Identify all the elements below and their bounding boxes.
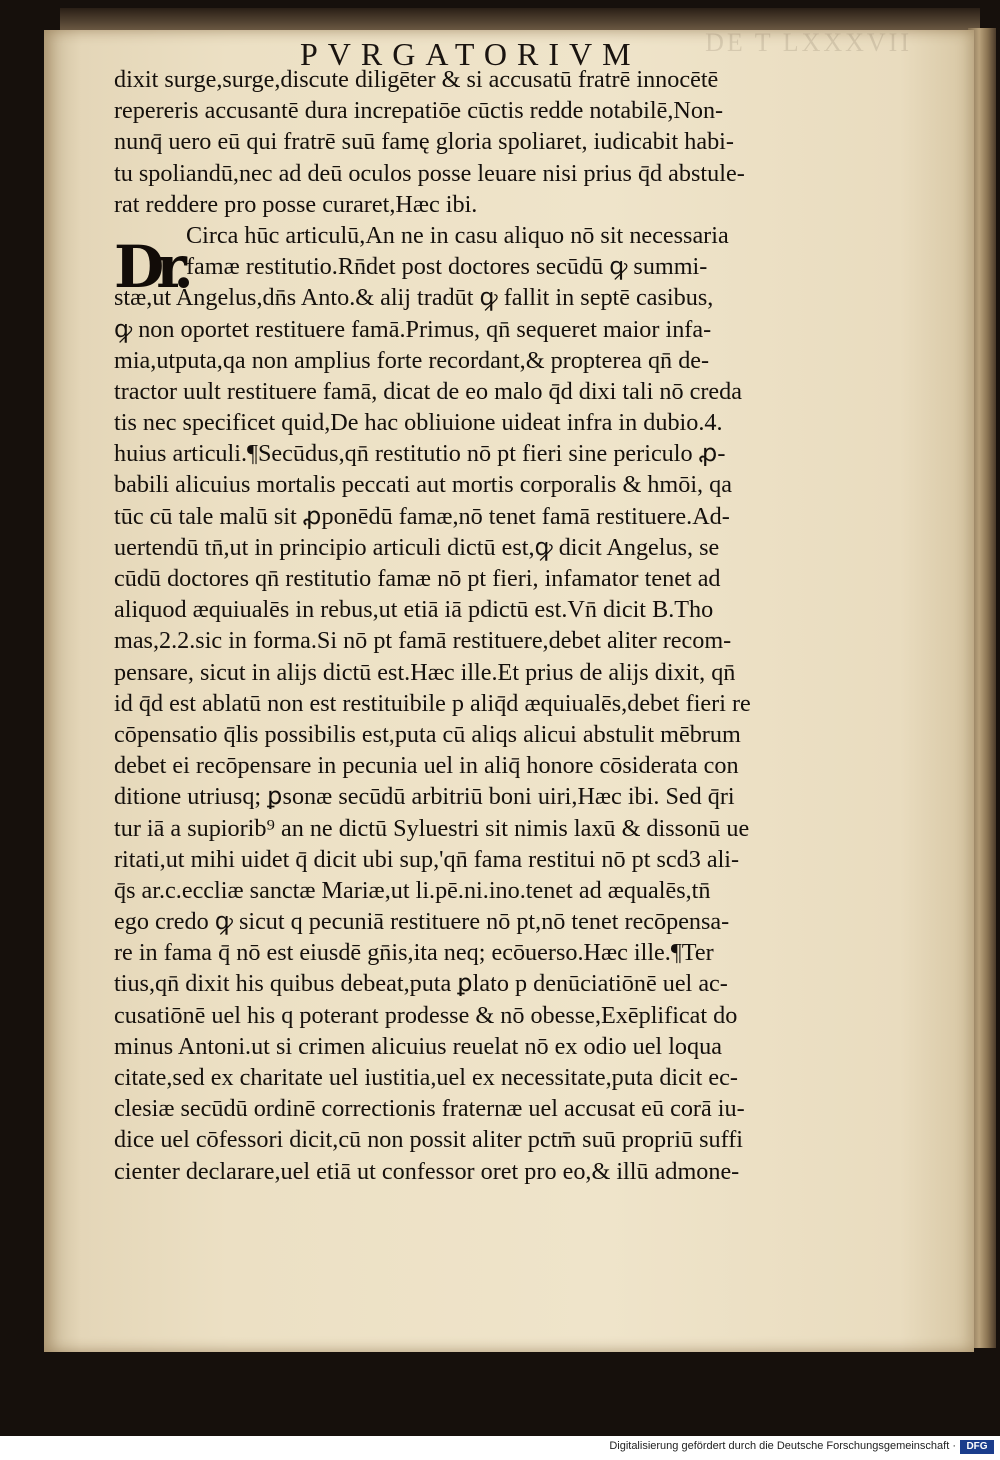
drop-initial: Dr. xyxy=(114,233,186,301)
text-line: debet ei recōpensare in pecunia uel in aliq̄ honore cōsiderata con xyxy=(114,752,739,780)
book-top-edge xyxy=(60,8,980,30)
text-line: q̄s ar.c.eccliæ sanctæ Mariæ,ut li.pē.ni.ino.tenet ad æqualēs,tn̄ xyxy=(114,876,711,904)
text-line: cūdū doctores qn̄ restitutio famæ nō pt fieri, infamator tenet ad xyxy=(114,565,721,592)
text-line: babili alicuius mortalis peccati aut mortis corporalis & hmōi, qa xyxy=(114,471,732,499)
text-line: ditione utriusq; ꝑsonæ secūdū arbitriū boni uiri,Hæc ibi. Sed q̄ri xyxy=(114,783,735,811)
text-line: tur iā a supiorib⁹ an ne dictū Syluestri sit nimis laxū & dissonū ue xyxy=(114,814,750,842)
text-line: tūc cū tale malū sit ꝓponēdū famæ,nō tenet famā restituere.Ad- xyxy=(114,502,730,530)
text-line: mia,utputa,qa non amplius forte recordant,& propterea qn̄ de- xyxy=(114,346,710,374)
text-line: clesiæ secūdū ordinē correctionis fraternæ uel accusat eū corā iu- xyxy=(114,1095,745,1123)
text-line: tractor uult restituere famā, dicat de eo malo q̄d dixi tali nō creda xyxy=(114,377,742,405)
text-line: tu spoliandū,nec ad deū oculos posse leuare nisi prius q̄d abstule- xyxy=(114,159,745,187)
text-line: stæ,ut Angelus,dn̄s Anto.& alij tradūt ꝙ fallit in septē casibus, xyxy=(114,284,714,312)
text-line: id q̄d est ablatū non est restituibile p aliq̄d æquiualēs,debet fieri re xyxy=(114,689,751,717)
text-line: pensare, sicut in alijs dictū est.Hæc ille.Et prius de alijs dixit, qn̄ xyxy=(114,658,736,686)
text-line: nunq̄ uero eū qui fratrē suū famę gloria spoliaret, iudicabit habi- xyxy=(114,128,734,156)
text-line: re in fama q̄ nō est eiusdē gn̄is,ita neq; ecōuerso.Hæc ille.¶Ter xyxy=(114,939,714,967)
text-line: aliquod æquiualēs in rebus,ut etiā iā pdictū est.Vn̄ dicit B.Tho xyxy=(114,596,714,624)
text-line: ꝙ non oportet restituere famā.Primus, qn̄ sequeret maior infa- xyxy=(114,315,712,343)
dfg-logo: DFG xyxy=(960,1440,994,1454)
bleed-through-header: DE T LXXXVII xyxy=(705,28,912,57)
funding-credit: Digitalisierung gefördert durch die Deutsche Forschungsgemeinschaft · xyxy=(609,1440,956,1452)
text-line: minus Antoni.ut si crimen alicuius reuelat nō ex odio uel loqua xyxy=(114,1032,722,1060)
text-line: ego credo ꝙ sicut q pecuniā restituere nō pt,nō tenet recōpensa- xyxy=(114,908,730,936)
text-line: Circa hūc articulū,An ne in casu aliquo nō sit necessaria xyxy=(186,221,729,249)
text-line: dixit surge,surge,discute diligēter & si accusatū fratrē innocētē xyxy=(114,66,719,93)
text-line: cōpensatio q̄lis possibilis est,puta cū aliqs alicui abstulit mēbrum xyxy=(114,720,741,748)
text-line: tius,qn̄ dixit his quibus debeat,puta ꝑlato p denūciatiōnē uel ac- xyxy=(114,970,728,998)
body-text xyxy=(114,64,930,1187)
text-line: cusatiōnē uel his q poterant prodesse & nō obesse,Exēplificat do xyxy=(114,1001,738,1029)
text-line: ritati,ut mihi uidet q̄ dicit ubi sup,'qn̄ fama restitui nō pt scd3 ali- xyxy=(114,845,740,873)
text-line: mas,2.2.sic in forma.Si nō pt famā restituere,debet aliter recom- xyxy=(114,627,732,655)
text-line: citate,sed ex charitate uel iustitia,uel ex necessitate,puta dicit ec- xyxy=(114,1064,738,1091)
text-line: dice uel cōfessori dicit,cū non possit aliter pctm̄ suū propriū suffi xyxy=(114,1126,743,1154)
text-line: huius articuli.¶Secūdus,qn̄ restitutio nō pt fieri sine periculo ꝓ- xyxy=(114,440,726,468)
text-line: rat reddere pro posse curaret,Hæc ibi. xyxy=(114,190,478,218)
text-line: tis nec specificet quid,De hac obliuione uideat infra in dubio.4. xyxy=(114,409,723,437)
text-line: repereris accusantē dura increpatiōe cūctis redde notabilē,Non- xyxy=(114,97,724,125)
text-line: famæ restitutio.Rn̄det post doctores secūdū ꝙ summi- xyxy=(186,253,708,281)
text-line: uertendū tn̄,ut in principio articuli dictū est,ꝙ dicit Angelus, se xyxy=(114,533,720,561)
text-line: cienter declarare,uel etiā ut confessor oret pro eo,& illū admone- xyxy=(114,1157,740,1185)
running-header: PVRGATORIVM xyxy=(300,36,641,72)
